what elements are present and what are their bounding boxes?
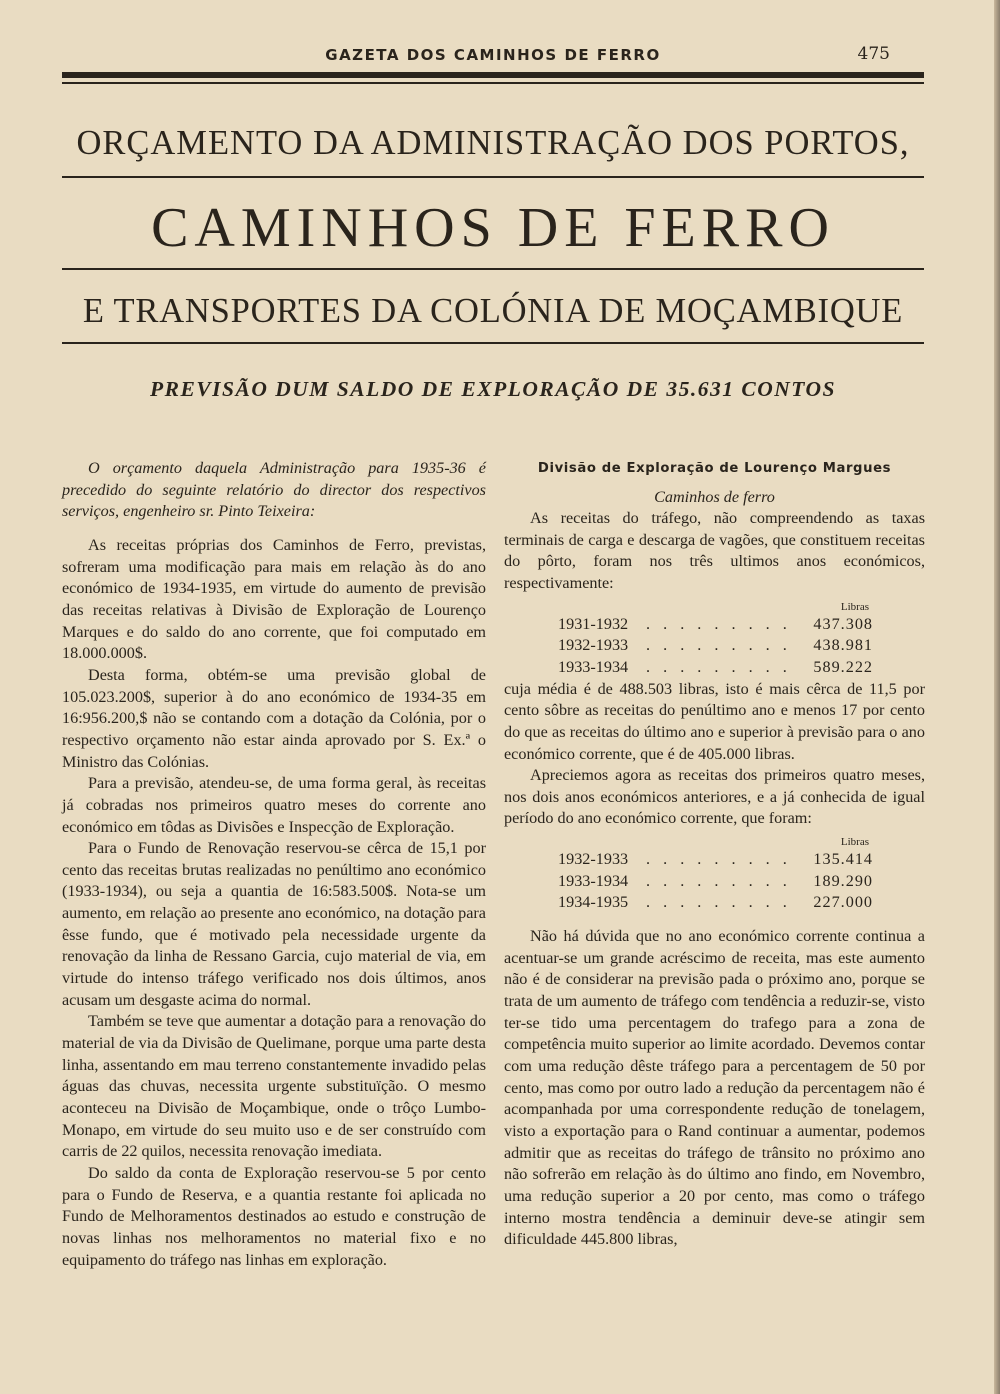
table-value: 437.308 — [813, 614, 873, 633]
leader-dots: . . . . . . . . . — [646, 850, 792, 869]
intro-paragraph: O orçamento daquela Administração para 1935-36 é precedido do seguinte relatório do director dos respectivos serviços, engenheiro sr. Pinto Teixeira: — [62, 459, 486, 521]
paragraph: Desta forma, obtém-se uma previsão global de 105.023.200$, superior à do ano económico de 1934-35 em 16:956.200,$ não se contando com a dotação da Colónia, por o respectivo orçamento não estar ainda aprovado por S. Ex.ª o Ministro das Colónias. — [62, 665, 486, 771]
paragraph: As receitas próprias dos Caminhos de Ferro, previstas, sofreram uma modificação para mais em relação às do ano económico de 1934-1935, em virtude do aumento de previsão das receitas relativas à Divisão de Exploração de Lourenço Marques e do saldo do ano corrente, que foi computado em 18.000.000$. — [62, 535, 486, 663]
table-spacer — [504, 914, 925, 926]
table-year: 1933-1934 — [558, 657, 629, 676]
revenue-table-four-months — [504, 849, 925, 914]
table-value: 227.000 — [813, 893, 873, 912]
table-year: 1931-1932 — [558, 614, 629, 633]
table-row — [504, 614, 925, 636]
section-subheading: Caminhos de ferro — [654, 488, 775, 506]
leader-dots: . . . . . . . . . — [646, 614, 792, 633]
header-rule-thin — [62, 82, 924, 84]
leader-dots: . . . . . . . . . — [646, 657, 792, 676]
leader-dots: . . . . . . . . . — [646, 893, 792, 912]
title-rule-3 — [62, 342, 924, 344]
title-rule-2 — [62, 268, 924, 270]
paragraph: Do saldo da conta de Exploração reservou-se 5 por cento para o Fundo de Reserva, e a quantia restante foi aplicada no Fundo de Melhoramentos destinados ao estudo e construção de novas linhas nos melhoramentos no material fixo e no equipamento do tráfego nas linhas em exploração. — [62, 1164, 486, 1269]
title-line-3: E TRANSPORTES DA COLÓNIA DE MOÇAMBIQUE — [82, 292, 904, 330]
table-value: 438.981 — [813, 636, 873, 655]
page-number: 475 — [857, 44, 890, 64]
table-row — [504, 635, 925, 657]
table-row — [504, 892, 925, 914]
journal-title: GAZETA DOS CAMINHOS DE FERRO — [325, 46, 661, 64]
section-heading: Divisão de Exploração de Lourenço Margues — [537, 461, 892, 476]
left-column — [62, 458, 486, 1271]
page-edge-shadow — [994, 0, 1000, 1394]
table-year: 1934-1935 — [558, 893, 629, 912]
table-row — [504, 657, 925, 679]
header-rule-thick — [62, 72, 924, 78]
paragraph: As receitas do tráfego, não compreendendo as taxas terminais de carga e descarga de vagões, que constituem receitas do pôrto, foram nos três ultimos anos económicos, respectivamente: — [504, 509, 925, 592]
table-value: 189.290 — [813, 871, 873, 890]
table-unit-label: Libras — [840, 600, 869, 613]
title-line-1: ORÇAMENTO DA ADMINISTRAÇÃO DOS PORTOS, — [76, 124, 910, 162]
table-value: 135.414 — [813, 850, 873, 869]
paragraph: Para o Fundo de Renovação reservou-se cêrca de 15,1 por cento das receitas brutas realizadas no penúltimo ano económico (1933-1934), ou seja a quantia de 16:583.500$. Nota-se um aumento, em relação ao presente ano económico, na dotação para êsse fundo, que é motivado pela necessidade urgente da renovação da linha de Ressano Garcia, cujo material de via, em virtude do intenso tráfego verificado nos dois últimos, anos acusam um desgaste acima do normal. — [62, 839, 486, 1009]
paragraph: Para a previsão, atendeu-se, de uma forma geral, às receitas já cobradas nos primeiros quatro meses do corrente ano económico em tôdas as Divisões e Inspecção de Exploração. — [62, 774, 486, 836]
paragraph: Não há dúvida que no ano económico corrente continua a acentuar-se um grande acréscimo de receita, mas este aumento não é de considerar na previsão pada o próximo ano, porque se trata de um aumento de tráfego com tendência a reduzir-se, visto ter-se tido uma percentagem do trafego para a zona de competência muito superior ao limite acordado. Devemos contar com uma redução dêste tráfego para a percentagem de 50 por cento, mas como por outro lado a redução da percentagem não é acompanhada por uma correspondente redução de tonelagem, visto a exportação para o Rand continuar a aumentar, podemos admitir que as receitas do tráfego de trânsito no próximo ano não sofrerão em relação às do último ano findo, em Novembro, uma redução superior a 20 por cento, mas como o tráfego interno mostra tendência a deminuir deve-se atingir sem dificuldade 445.800 libras, — [504, 927, 925, 1249]
running-header — [62, 44, 924, 68]
table-value: 589.222 — [813, 657, 873, 676]
paragraph: cuja média é de 488.503 libras, isto é mais cêrca de 11,5 por cento sôbre as receitas do penúltimo ano e menos 17 por cento do que as receitas do último ano e superior à previsão para o ano económico corrente, que é de 405.000 libras. — [504, 679, 925, 763]
leader-dots: . . . . . . . . . — [646, 871, 792, 890]
table-year: 1932-1933 — [558, 850, 629, 869]
right-column — [504, 458, 925, 1251]
table-row — [504, 871, 925, 893]
title-rule-1 — [62, 176, 924, 178]
paragraph: Apreciemos agora as receitas dos primeiros quatro meses, nos dois anos económicos anteriores, e a já conhecida de igual período do ano económico corrente, que foram: — [504, 766, 925, 828]
revenue-table-annual — [504, 614, 925, 679]
table-unit-label: Libras — [840, 836, 869, 849]
table-year: 1933-1934 — [558, 871, 629, 890]
table-year: 1932-1933 — [558, 636, 629, 655]
article-subtitle: PREVISÃO DUM SALDO DE EXPLORAÇÃO DE 35.631 CONTOS — [150, 377, 836, 401]
paragraph: Também se teve que aumentar a dotação para a renovação do material de via da Divisão de Quelimane, porque uma parte desta linha, assentando em mau terreno constantemente invadido pelas águas das chuvas, necessita urgente substituïção. O mesmo aconteceu na Divisão de Moçambique, onde o trôço Lumbo-Monapo, em virtude do seu muito uso e de ser construído com carris de 22 quilos, necessita renovação imediata. — [62, 1012, 486, 1161]
table-row — [504, 849, 925, 871]
title-line-2: CAMINHOS DE FERRO — [151, 197, 835, 259]
leader-dots: . . . . . . . . . — [646, 636, 792, 655]
